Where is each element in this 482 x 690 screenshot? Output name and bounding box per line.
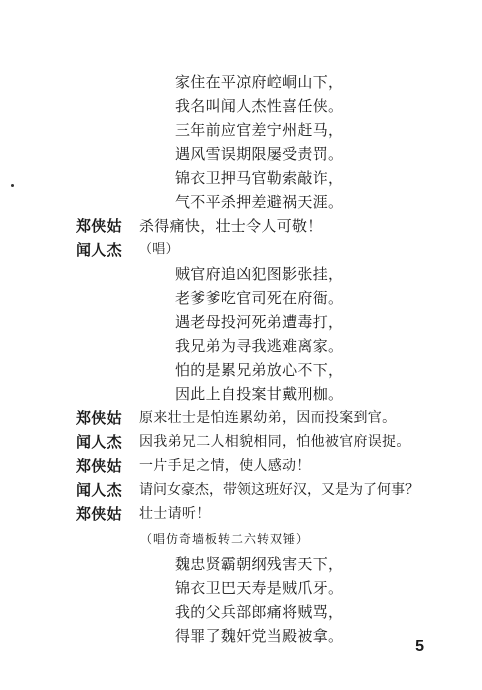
verse-line: 家住在平凉府崆峒山下， <box>175 73 344 91</box>
speaker-name: 郑侠姑 <box>76 409 122 427</box>
speaker-name: 郑侠姑 <box>76 505 122 523</box>
dialogue-text: 一片手足之情，使人感动！ <box>139 458 311 474</box>
speaker-name: 闻人杰 <box>76 481 122 499</box>
verse-line: 贼官府追凶犯图影张挂， <box>175 265 344 283</box>
dialogue-text: 壮士请听！ <box>139 506 211 522</box>
verse-line: 因此上自投案甘戴刑枷。 <box>175 385 344 403</box>
speaker-name: 闻人杰 <box>76 241 122 259</box>
verse-line: 我的父兵部郎痛将贼骂， <box>175 603 344 621</box>
verse-line: 三年前应官差宁州赶马， <box>175 121 344 139</box>
verse-line: 锦衣卫巴天寿是贼爪牙。 <box>175 579 344 597</box>
speaker-name: 郑侠姑 <box>76 217 122 235</box>
verse-line: 锦衣卫押马官勒索敲诈， <box>175 169 344 187</box>
speaker-name: 郑侠姑 <box>76 457 122 475</box>
page-number: 5 <box>415 638 424 655</box>
verse-line: 得罪了魏奸党当殿被拿。 <box>175 627 344 645</box>
verse-line: 遇风雪误期限屡受责罚。 <box>175 145 344 163</box>
stage-direction: （唱） <box>139 242 179 257</box>
verse-line: 怕的是累兄弟放心不下， <box>175 361 344 379</box>
dialogue-text: 请问女豪杰，带领这班好汉，又是为了何事？ <box>139 482 419 498</box>
dialogue-text: 原来壮士是怕连累幼弟，因而投案到官。 <box>139 410 397 426</box>
dialogue-text: 杀得痛快，壮士令人可敬！ <box>139 217 323 235</box>
scan-speck <box>11 184 14 187</box>
verse-line: 遇老母投河死弟遭毒打， <box>175 313 344 331</box>
verse-line: 老爹爹吃官司死在府衙。 <box>175 289 344 307</box>
stage-note: （唱仿奇墙板转二六转双锤） <box>140 532 310 546</box>
verse-line: 气不平杀押差避祸天涯。 <box>175 193 344 211</box>
speaker-name: 闻人杰 <box>76 433 122 451</box>
verse-line: 魏忠贤霸朝纲残害天下， <box>175 555 344 573</box>
verse-line: 我兄弟为寻我逃难离家。 <box>175 337 344 355</box>
dialogue-text: 因我弟兄二人相貌相同，怕他被官府误捉。 <box>139 434 411 450</box>
verse-line: 我名叫闻人杰性喜任侠。 <box>175 97 344 115</box>
